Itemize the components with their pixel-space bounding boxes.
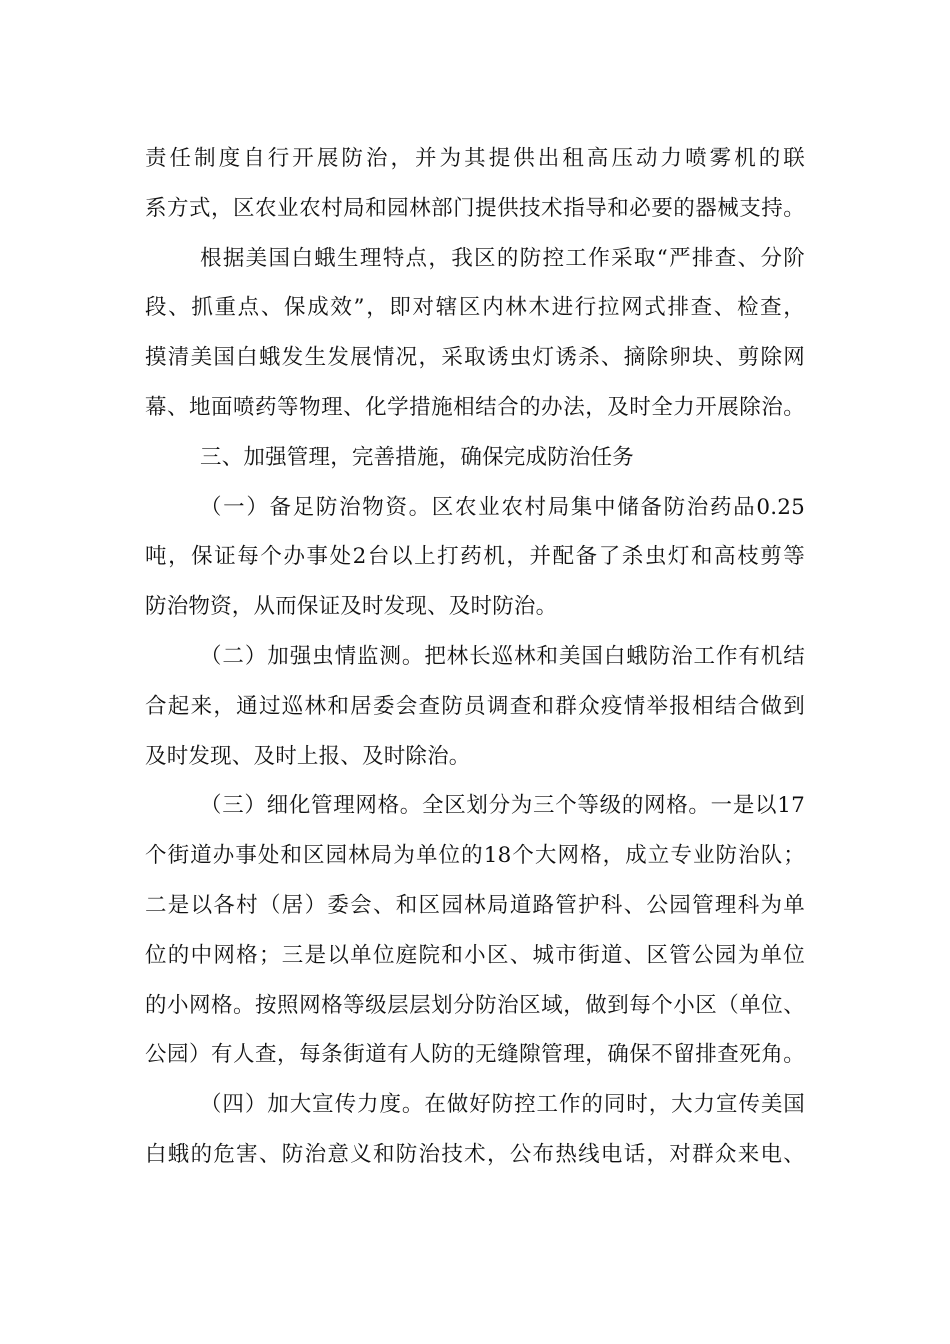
text-line: 位的中网格；三是以单位庭院和小区、城市街道、区管公园为单位: [145, 942, 805, 968]
paragraph-first-line: （三）细化管理网格。全区划分为三个等级的网格。一是以17: [200, 793, 805, 819]
text-line: 吨，保证每个办事处2台以上打药机，并配备了杀虫灯和高枝剪等: [145, 544, 805, 570]
text-line: 的小网格。按照网格等级层层划分防治区域，做到每个小区（单位、: [145, 992, 805, 1018]
text-line: 段、抓重点、保成效”，即对辖区内林木进行拉网式排查、检查，: [145, 295, 805, 321]
text-line: 个街道办事处和区园林局为单位的18个大网格，成立专业防治队；: [145, 843, 805, 869]
text-line: 系方式，区农业农村局和园林部门提供技术指导和必要的器械支持。: [145, 195, 805, 221]
text-line: 二是以各村（居）委会、和区园林局道路管护科、公园管理科为单: [145, 892, 805, 918]
text-line: 责任制度自行开展防治，并为其提供出租高压动力喷雾机的联: [145, 146, 805, 171]
paragraph-first-line: （二）加强虫情监测。把林长巡林和美国白蛾防治工作有机结: [200, 643, 805, 669]
text-line: 防治物资，从而保证及时发现、及时防治。: [145, 594, 558, 620]
text-line: 摸清美国白蛾发生发展情况，采取诱虫灯诱杀、摘除卵块、剪除网: [145, 345, 805, 371]
text-line: 白蛾的危害、防治意义和防治技术，公布热线电话，对群众来电、: [145, 1141, 805, 1167]
section-heading: 三、加强管理，完善措施，确保完成防治任务: [200, 444, 635, 470]
text-line: 合起来，通过巡林和居委会查防员调查和群众疫情举报相结合做到: [145, 693, 805, 719]
paragraph-first-line: （一）备足防治物资。区农业农村局集中储备防治药品0.25: [200, 494, 805, 520]
document-body: [145, 134, 805, 1180]
text-line: 公园）有人查，每条街道有人防的无缝隙管理，确保不留排查死角。: [145, 1042, 805, 1068]
paragraph-first-line: （四）加大宣传力度。在做好防控工作的同时，大力宣传美国: [200, 1092, 805, 1118]
text-line: 及时发现、及时上报、及时除治。: [145, 743, 471, 769]
text-line: 幕、地面喷药等物理、化学措施相结合的办法，及时全力开展除治。: [145, 394, 805, 420]
paragraph-first-line: 根据美国白蛾生理特点，我区的防控工作采取“严排查、分阶: [200, 245, 805, 271]
